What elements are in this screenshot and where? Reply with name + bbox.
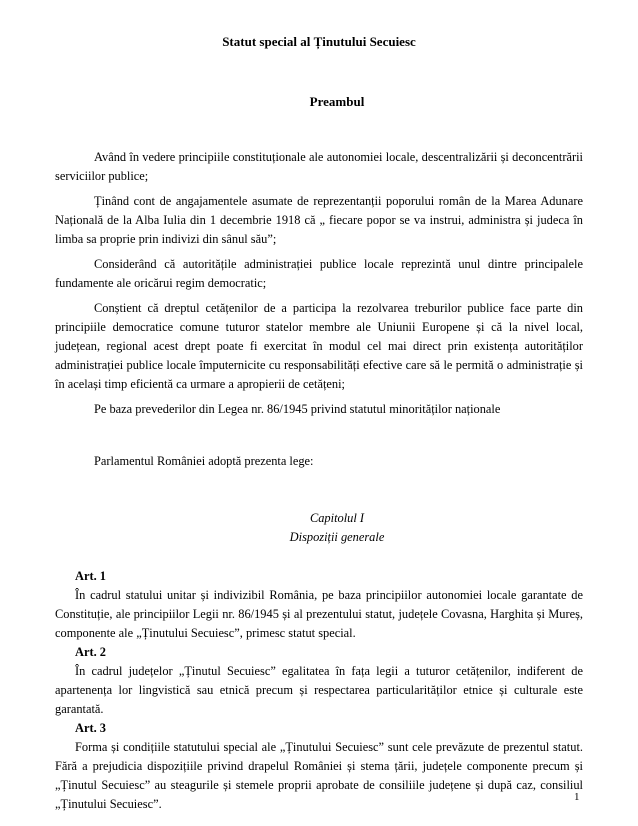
article-2 [55, 643, 583, 719]
adoption-statement: Parlamentul României adoptă prezenta lege: [94, 454, 314, 468]
article-2-label: Art. 2 [75, 645, 106, 659]
document-title: Statut special al Ținutului Secuiesc [222, 34, 416, 49]
preamble-paragraph-1: Având în vedere principiile constituționale ale autonomiei locale, descentralizării și deconcentrării serviciilor publice; [55, 150, 583, 183]
chapter-title: Dispoziții generale [289, 530, 385, 544]
chapter-number: Capitolul I [309, 511, 365, 525]
preamble-paragraph-4: Conștient că dreptul cetățenilor de a participa la rezolvarea treburilor publice face parte din principiile democratice comune tuturor statelor membre ale Uniunii Europene și că la nivel local, județean, regional acest drept poate fi exercitat în modul cel mai direct prin existența autorităților administrației publice locale împuternicite cu responsabilități efective care să le permită o administrație și în același timp eficientă ca urmare a apropierii de cetățeni; [55, 301, 583, 391]
document-body [55, 148, 583, 814]
preamble-paragraph-3: Considerând că autoritățile administrației publice locale reprezintă unul dintre principalele fundamente ale oricărui regim democratic; [55, 257, 583, 290]
article-1-text: În cadrul statului unitar și indivizibil România, pe baza principiilor autonomiei locale garantate de Constituție, ale principiilor Legii nr. 86/1945 și al prezentului statut, județele Covasna, Harghita și Mureș, componente ale „Ținutului Secuiesc”, primesc statut special. [55, 588, 583, 640]
preamble-paragraph-2: Ținând cont de angajamentele asumate de reprezentanții poporului român de la Marea Adunare Națională de la Alba Iulia din 1 decembrie 1918 că „ fiecare popor se va instrui, administra și judeca în limba sa proprie prin indivizi din sânul său”; [55, 194, 583, 246]
page-number: 1 [574, 791, 580, 803]
article-3-text: Forma și condițiile statutului special ale „Ținutului Secuiesc” sunt cele prevăzute de prezentul statut. Fără a prejudicia dispozițiile privind drapelul României și stema țării, județele componente precum și „Ținutul Secuiesc” au steagurile și stemele proprii aprobate de consiliile județene și după caz, consiliul „Ținutului Secuiesc”. [55, 740, 583, 811]
preamble-paragraph-5: Pe baza prevederilor din Legea nr. 86/1945 privind statutul minorităților naționale [94, 402, 501, 416]
article-3 [55, 719, 583, 814]
article-1 [55, 567, 583, 643]
article-3-label: Art. 3 [75, 721, 106, 735]
chapter-heading [55, 509, 583, 547]
preamble-heading: Preambul [309, 94, 365, 109]
article-2-text: În cadrul județelor „Ținutul Secuiesc” egalitatea în fața legii a tuturor cetățenilor, indiferent de apartenența lor lingvistică sau etnică precum și respectarea particularităților etnice și culturale este garantată. [55, 664, 583, 716]
article-1-label: Art. 1 [75, 569, 106, 583]
